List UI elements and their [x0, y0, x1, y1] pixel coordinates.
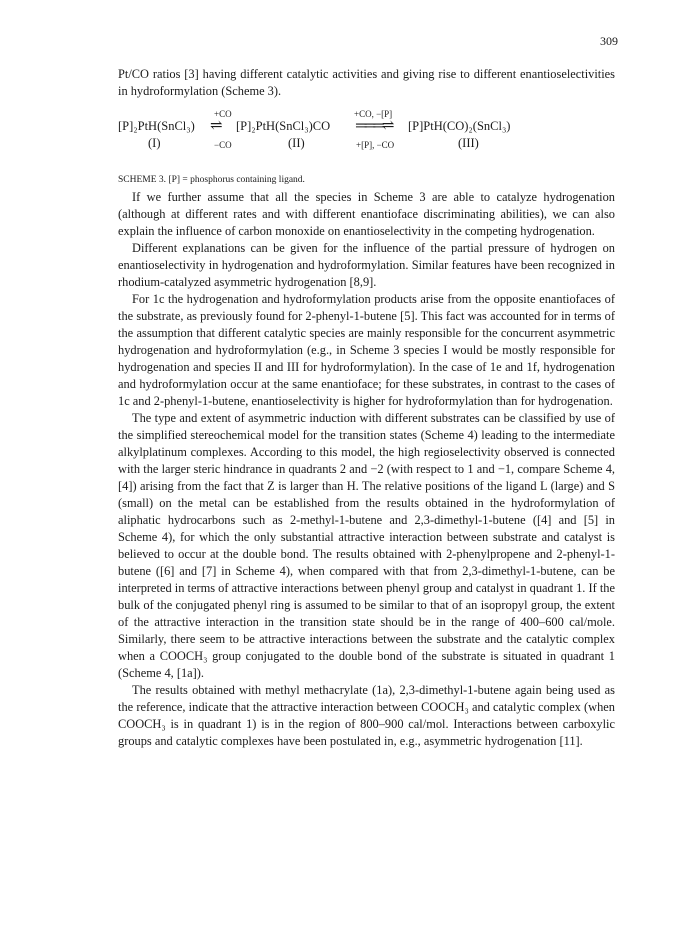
paragraph-1: If we further assume that all the species in Scheme 3 are able to catalyze hydrogenation (although at different rates and with different enantioface discriminating abilities), we can also explain the influence of carbon monoxide on enantioselectivity in the competing hydrogenation. [118, 190, 615, 238]
caption-text: [P] = phosphorus containing ligand. [168, 175, 305, 185]
caption-label: SCHEME 3. [118, 175, 167, 185]
species-3: [P]PtH(CO)₂(SnCl₃) [408, 119, 511, 133]
arrow2-bottom-label: +[P], −CO [356, 140, 395, 150]
intro-paragraph: Pt/CO ratios [3] having different catalytic activities and giving rise to different enantioselectivities in hydroformylation (Scheme 3). [118, 67, 615, 98]
equilibrium-arrow-icon: ═══⇌ [356, 118, 393, 134]
label-1: (I) [148, 136, 161, 150]
arrow1-bottom-label: −CO [214, 140, 232, 150]
label-3: (III) [458, 136, 479, 150]
equilibrium-arrow-icon: ⇌ [210, 118, 223, 134]
page-number: 309 [600, 34, 618, 48]
species-1: [P]₂PtH(SnCl₃) [118, 119, 195, 133]
body-text [118, 66, 615, 750]
arrow1-top-label: +CO [214, 109, 232, 119]
scheme-caption [118, 172, 615, 189]
label-2: (II) [288, 136, 305, 150]
scheme-3 [118, 104, 615, 172]
paragraph-5: The results obtained with methyl methacrylate (1a), 2,3-dimethyl-1-butene again being used as the reference, indicate that the attractive interaction between COOCH₃ and catalytic complex (when COOCH₃ is in quadrant 1) is in the region of 800–900 cal/mol. Interactions between carboxylic groups and catalytic complexes have been postulated in, e.g., asymmetric hydrogenation [11]. [118, 683, 615, 748]
paragraph-3: For 1c the hydrogenation and hydroformylation products arise from the opposite enantiofaces of the substrate, as previously found for 2-phenyl-1-butene [5]. This fact was accounted for in terms of the assumption that different catalytic species are mainly responsible for the concurrent asymmetric hydrogenation and hydroformylation (e.g., in Scheme 3 species I would be mostly responsible for hydrogenation and species II and III for hydroformylation). In the case of 1e and 1f, hydrogenation and hydroformylation occur at the same enantioface; for these substrates, in contrast to the cases of 1c and 2-phenyl-1-butene, enantioselectivity is higher for hydroformylation than for hydrogenation. [118, 292, 615, 408]
arrow2-top-label: +CO, −[P] [354, 109, 393, 119]
paragraph-4: The type and extent of asymmetric induction with different substrates can be classified by use of the simplified stereochemical model for the transition states (Scheme 4) leading to the intermediate alkylplatinum complexes. According to this model, the high regioselectivity observed is connected with the larger steric hindrance in quadrants 2 and −2 (with respect to 1 and −1, compare Scheme 4, [4]) arising from the fact that Z is larger than H. The relative positions of the ligand L (large) and S (small) on the metal can be established from the results obtained in the hydroformylation of aliphatic hydrocarbons such as 2-methyl-1-butene and 2,3-dimethyl-1-butene ([4] and [5] in Scheme 4), for which the only substantial attractive interaction between substrate and catalyst is believed to occur at the double bond. The results obtained with 2-phenylpropene and 2-phenyl-1-butene ([6] and [7] in Scheme 4), when compared with that from 2,3-dimethyl-1-butene, can be interpreted in terms of attractive interactions between phenyl group and catalyst in quadrant 1. If the bulk of the conjugated phenyl ring is assumed to be similar to that of an isopropyl group, the extent of the attractive interaction in the transition state should be in the range of 400–600 cal/mole. Similarly, there seem to be attractive interactions between the substrate and the catalytic complex when a COOCH₃ group conjugated to the double bond of the substrate is situated in quadrant 1 (Scheme 4, [1a]). [118, 411, 615, 680]
species-2: [P]₂PtH(SnCl₃)CO [236, 119, 331, 133]
paragraph-2: Different explanations can be given for the influence of the partial pressure of hydrogen on enantioselectivity in hydrogenation and hydroformylation. Similar features have been recognized in rhodium-catalyzed asymmetric hydrogenation [8,9]. [118, 241, 615, 289]
